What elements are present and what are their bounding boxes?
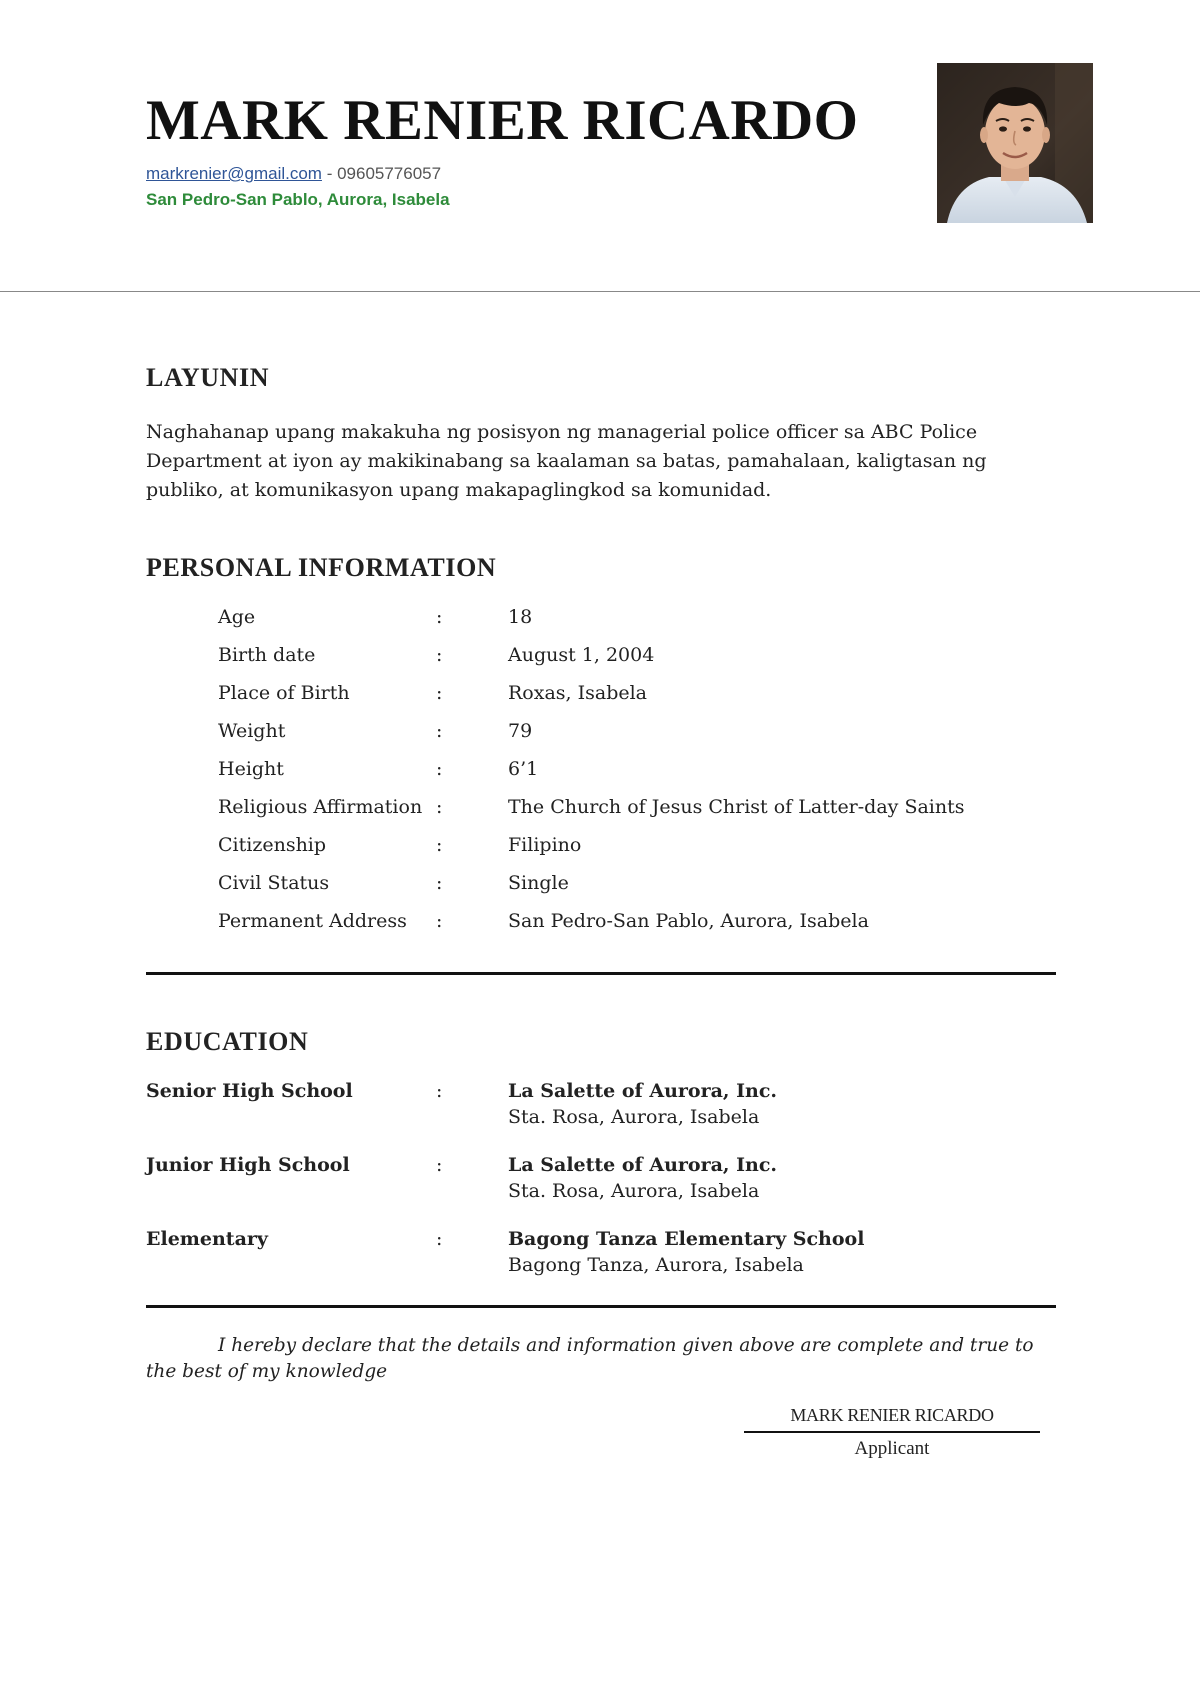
signature-caption: Applicant — [854, 1438, 930, 1459]
education-heading: EDUCATION — [146, 1027, 309, 1056]
personal-info-colon: : — [436, 720, 443, 742]
personal-info-colon: : — [436, 872, 443, 894]
applicant-photo — [937, 63, 1093, 223]
personal-info-label: Citizenship — [218, 834, 327, 856]
education-school: Bagong Tanza Elementary School — [508, 1228, 865, 1250]
personal-info-colon: : — [436, 644, 443, 666]
personal-info-label: Height — [218, 758, 284, 780]
education-row-senior-high — [146, 1080, 1056, 1140]
education-divider — [146, 1305, 1056, 1308]
personal-info-label: Weight — [218, 720, 286, 742]
education-row-elementary — [146, 1228, 1056, 1288]
header-divider — [0, 291, 1200, 292]
contact-separator: - — [321, 164, 338, 183]
signature-line — [744, 1431, 1040, 1433]
personal-info-value: Filipino — [508, 834, 582, 856]
phone-number: 09605776057 — [337, 164, 442, 183]
personal-info-value: 18 — [508, 606, 533, 628]
personal-info-colon: : — [436, 796, 443, 818]
personal-info-label: Place of Birth — [218, 682, 350, 704]
education-location: Sta. Rosa, Aurora, Isabela — [508, 1106, 760, 1128]
personal-info-colon: : — [436, 606, 443, 628]
personal-info-label: Age — [218, 606, 256, 628]
personal-info-colon: : — [436, 834, 443, 856]
personal-info-colon: : — [436, 910, 443, 932]
education-row-junior-high — [146, 1154, 1056, 1214]
education-level: Elementary — [146, 1228, 268, 1250]
personal-info-label: Religious Affirmation — [218, 796, 423, 818]
declaration-text: I hereby declare that the details and information given above are complete and true to the best of my knowledge — [146, 1335, 1034, 1382]
personal-info-divider — [146, 972, 1056, 975]
education-level: Senior High School — [146, 1080, 353, 1102]
education-school: La Salette of Aurora, Inc. — [508, 1154, 778, 1176]
personal-info-value: Single — [508, 872, 569, 894]
personal-info-colon: : — [436, 682, 443, 704]
education-colon: : — [436, 1080, 443, 1102]
email-link[interactable]: markrenier@gmail.com — [146, 164, 322, 183]
personal-info-value: The Church of Jesus Christ of Latter-day Saints — [508, 796, 965, 818]
personal-info-value: August 1, 2004 — [508, 644, 655, 666]
education-school: La Salette of Aurora, Inc. — [508, 1080, 778, 1102]
personal-info-colon: : — [436, 758, 443, 780]
education-colon: : — [436, 1154, 443, 1176]
personal-info-heading: PERSONAL INFORMATION — [146, 553, 497, 582]
objective-text: Naghahanap upang makakuha ng posisyon ng managerial police officer sa ABC Police Department at iyon ay makikinabang sa kaalaman sa batas, pamahalaan, kaligtasan ng publiko, at komunikasyon upang makapaglingkod sa komunidad. — [146, 421, 987, 501]
personal-info-label: Civil Status — [218, 872, 330, 894]
education-location: Sta. Rosa, Aurora, Isabela — [508, 1180, 760, 1202]
education-level: Junior High School — [146, 1154, 350, 1176]
personal-info-label: Birth date — [218, 644, 316, 666]
personal-info-value: Roxas, Isabela — [508, 682, 648, 704]
portrait-image — [937, 63, 1093, 223]
objective-heading: LAYUNIN — [146, 363, 270, 392]
header-address: San Pedro-San Pablo, Aurora, Isabela — [146, 190, 450, 209]
signature-name: MARK RENIER RICARDO — [790, 1405, 994, 1425]
personal-info-value: 79 — [508, 720, 533, 742]
education-colon: : — [436, 1228, 443, 1250]
personal-info-value: San Pedro-San Pablo, Aurora, Isabela — [508, 910, 869, 932]
contact-line — [146, 164, 441, 184]
education-location: Bagong Tanza, Aurora, Isabela — [508, 1254, 804, 1276]
applicant-name: MARK RENIER RICARDO — [146, 89, 859, 152]
personal-info-label: Permanent Address — [218, 910, 407, 932]
personal-info-value: 6’1 — [508, 758, 539, 780]
